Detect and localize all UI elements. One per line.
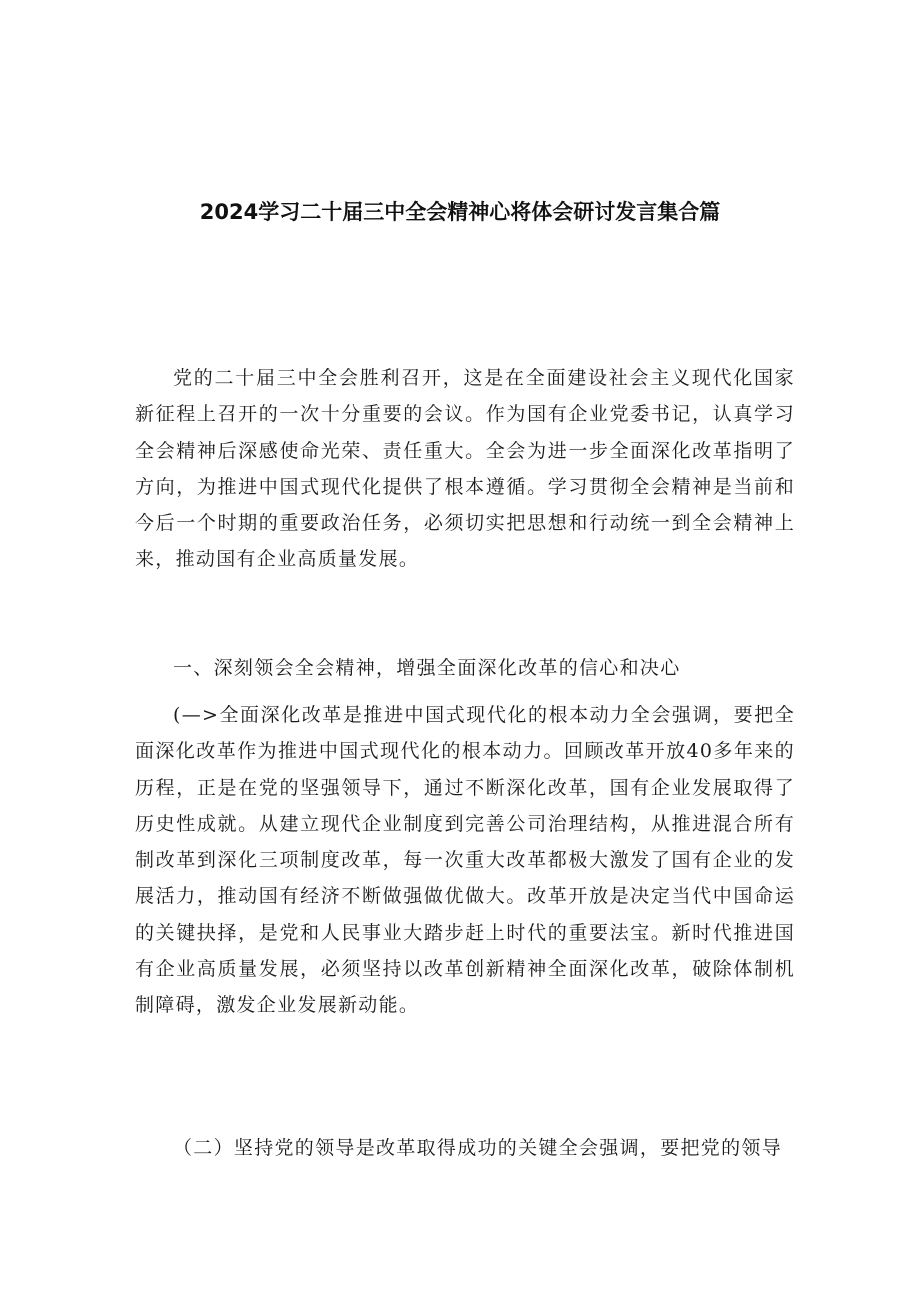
body-paragraph-reform-driver: (—>全面深化改革是推进中国式现代化的根本动力全会强调，要把全面深化改革作为推进中国式现代化的根本动力。回顾改革开放40多年来的历程，正是在党的坚强领导下，通过不断深化改革，国有企业发展取得了历史性成就。从建立现代企业制度到完善公司治理结构，从推进混合所有制改革到深化三项制度改革，每一次重大改革都极大激发了国有企业的发展活力，推动国有经济不断做强做优做大。改革开放是决定当代中国命运的关键抉择，是党和人民事业大踏步赶上时代的重要法宝。新时代推进国有企业高质量发展，必须坚持以改革创新精神全面深化改革，破除体制机制障碍，激发企业发展新动能。 [135, 704, 795, 1017]
document-title: 2024学习二十届三中全会精神心将体会研讨发言集合篇 [199, 200, 721, 224]
body-paragraph-intro: 党的二十届三中全会胜利召开，这是在全面建设社会主义现代化国家新征程上召开的一次十分重要的会议。作为国有企业党委书记，认真学习全会精神后深感使命光荣、责任重大。全会为进一步全面深化改革指明了方向，为推进中国式现代化提供了根本遵循。学习贯彻全会精神是当前和今后一个时期的重要政治任务，必须切实把思想和行动统一到全会精神上来，推动国有企业高质量发展。 [135, 367, 795, 571]
body-paragraph-party-leadership: （二）坚持党的领导是改革取得成功的关键全会强调，要把党的领导 [173, 1137, 783, 1159]
section-heading-1: 一、深刻领会全会精神，增强全面深化改革的信心和决心 [173, 657, 681, 679]
